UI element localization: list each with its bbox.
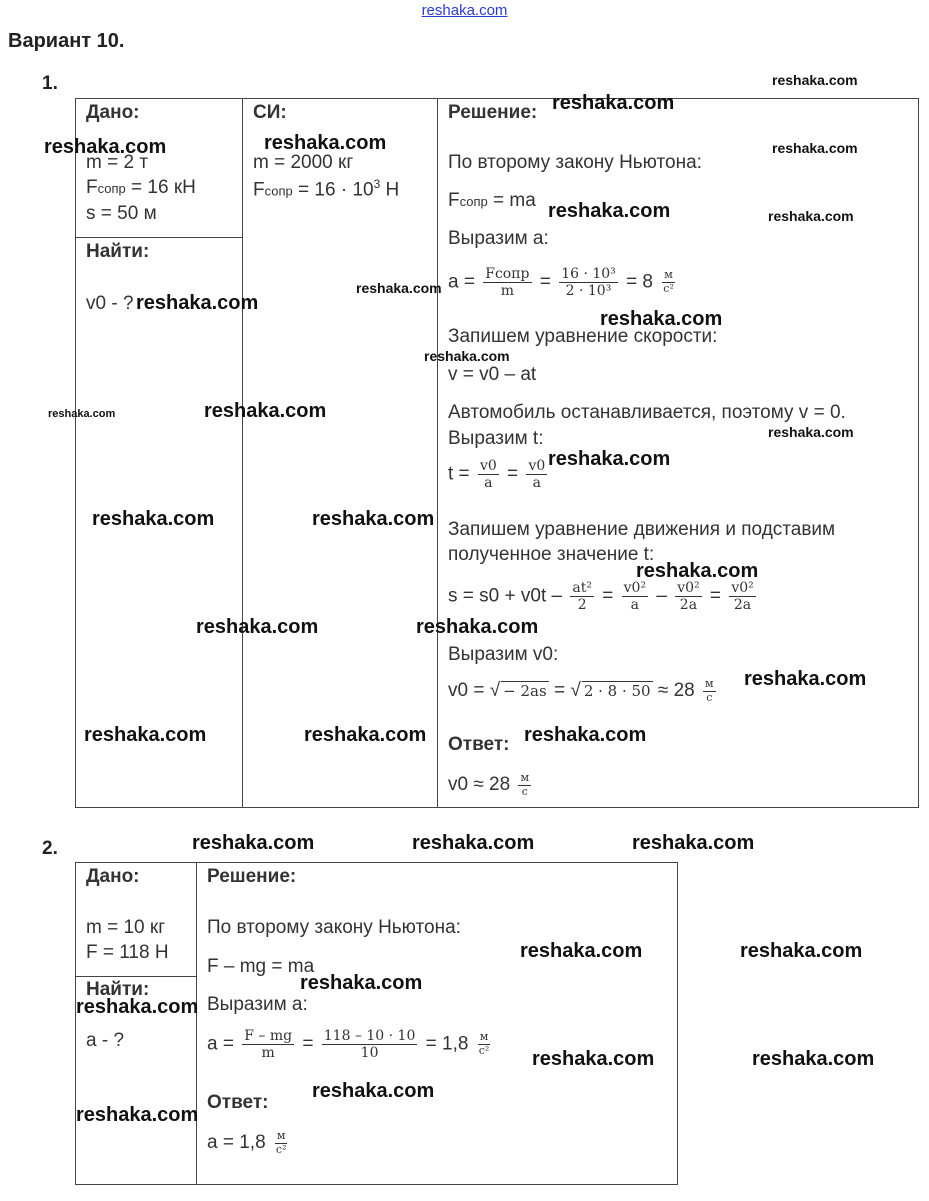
watermark: reshaka.com — [632, 832, 755, 854]
watermark: reshaka.com — [412, 832, 535, 854]
problem-2-table — [75, 862, 678, 1185]
p1-given-distance: s = 50 м — [86, 203, 157, 224]
watermark: reshaka.com — [44, 136, 167, 158]
p1-given-force: Fсопр = 16 кН — [86, 177, 196, 198]
watermark: reshaka.com — [752, 1048, 875, 1070]
watermark: reshaka.com — [768, 424, 854, 440]
watermark: reshaka.com — [772, 72, 858, 88]
p1-formula-t: t = $\frac{v0}{a}$ = $\frac{v0}{a}$ — [448, 458, 546, 492]
watermark: reshaka.com — [552, 92, 675, 114]
watermark: reshaka.com — [312, 508, 435, 530]
p1-solution-line: Fсопр = ma — [448, 190, 536, 211]
watermark: reshaka.com — [192, 832, 315, 854]
p1-solution-line: Автомобиль останавливается, поэтому v = 0. — [448, 402, 846, 423]
watermark: reshaka.com — [204, 400, 327, 422]
p2-given-mass: m = 10 кг — [86, 917, 166, 938]
p1-si-heading: СИ: — [253, 102, 287, 123]
p2-given-heading: Дано: — [86, 866, 140, 887]
p1-si-force: Fсопр = $16 \cdot 10^3$ Н — [253, 177, 400, 201]
p2-formula-a: a = $\frac{F - mg}{m}$ = $\frac{118 - 10 \cdot 10}{10}$ = 1,8 $\frac{м}{\text{c²}}$ — [207, 1028, 490, 1062]
watermark: reshaka.com — [600, 308, 723, 330]
p2-answer-heading: Ответ: — [207, 1092, 269, 1113]
p1-formula-v0: v0 = √ − 2as = √ 2 · 8 · 50 ≈ 28 $\frac{м}{c}$ — [448, 677, 714, 704]
p1-si-mass: m = 2000 кг — [253, 152, 354, 173]
p1-solution-line: Выразим t: — [448, 428, 544, 449]
p2-solution-heading: Решение: — [207, 866, 297, 887]
p2-find-heading: Найти: — [86, 979, 150, 1000]
p1-solution-line: Запишем уравнение скорости: — [448, 326, 718, 347]
watermark: reshaka.com — [76, 1104, 199, 1126]
p2-answer-value: a = 1,8 $\frac{м}{\text{c²}}$ — [207, 1129, 287, 1156]
p1-answer-value: v0 ≈ 28 $\frac{м}{c}$ — [448, 771, 530, 798]
p1-solution-line: v = v0 – at — [448, 364, 537, 385]
p1-solution-line: Выразим a: — [448, 228, 549, 249]
p1-solution-heading: Решение: — [448, 102, 538, 123]
watermark: reshaka.com — [740, 940, 863, 962]
watermark: reshaka.com — [548, 448, 671, 470]
p2-solution-line: По второму закону Ньютона: — [207, 917, 461, 938]
p1-solution-line: По второму закону Ньютона: — [448, 152, 702, 173]
p2-solution-line: Выразим a: — [207, 994, 308, 1015]
p2-solution-line: F – mg = ma — [207, 956, 315, 977]
watermark: reshaka.com — [416, 616, 539, 638]
site-link[interactable]: reshaka.com — [421, 2, 508, 19]
p1-formula-s: s = s0 + v0t – $\frac{\text{at²}}{2}$ = $\frac{\text{v0²}}{a}$ – $\frac{\text{v0²}}{2a}$ = $\frac{\text{v0²}}{2a}$ — [448, 580, 754, 614]
watermark: reshaka.com — [768, 208, 854, 224]
watermark: reshaka.com — [520, 940, 643, 962]
problem-2-number: 2. — [42, 838, 58, 859]
watermark: reshaka.com — [312, 1080, 435, 1102]
watermark: reshaka.com — [548, 200, 671, 222]
watermark: reshaka.com — [304, 724, 427, 746]
p2-find-value: a - ? — [86, 1030, 125, 1051]
watermark: reshaka.com — [48, 408, 116, 420]
p1-find-heading: Найти: — [86, 241, 150, 262]
p1-find-value: v0 - ? — [86, 293, 134, 314]
watermark: reshaka.com — [744, 668, 867, 690]
p1-solution-line: Выразим v0: — [448, 644, 559, 665]
problem-2-divider-a — [196, 862, 197, 1185]
problem-2-divider-b — [75, 976, 196, 977]
watermark: reshaka.com — [772, 140, 858, 156]
watermark: reshaka.com — [636, 560, 759, 582]
watermark: reshaka.com — [524, 724, 647, 746]
p1-given-heading: Дано: — [86, 102, 140, 123]
problem-1-divider-c — [75, 237, 242, 238]
watermark: reshaka.com — [92, 508, 215, 530]
problem-1-divider-b — [437, 98, 438, 808]
watermark: reshaka.com — [424, 348, 510, 364]
watermark: reshaka.com — [356, 280, 442, 296]
watermark: reshaka.com — [300, 972, 423, 994]
p1-formula-a: a = $\frac{\text{Fсопр}}{m}$ = $\frac{\text{16 · 10³}}{\text{2 · 10³}}$ = 8 $\frac{м}{\text{c²}}$ — [448, 266, 674, 300]
p1-given-mass: m = 2 т — [86, 152, 149, 173]
watermark: reshaka.com — [532, 1048, 655, 1070]
variant-title: Вариант 10. — [8, 30, 125, 52]
watermark: reshaka.com — [84, 724, 207, 746]
problem-1-divider-a — [242, 98, 243, 808]
p2-given-force: F = 118 Н — [86, 942, 169, 963]
p1-answer-heading: Ответ: — [448, 734, 510, 755]
watermark: reshaka.com — [136, 292, 259, 314]
p1-solution-line: Запишем уравнение движения и подставим — [448, 519, 836, 540]
problem-1-number: 1. — [42, 73, 58, 94]
watermark: reshaka.com — [264, 132, 387, 154]
p1-solution-line: полученное значение t: — [448, 544, 655, 565]
watermark: reshaka.com — [76, 996, 199, 1018]
watermark: reshaka.com — [196, 616, 319, 638]
